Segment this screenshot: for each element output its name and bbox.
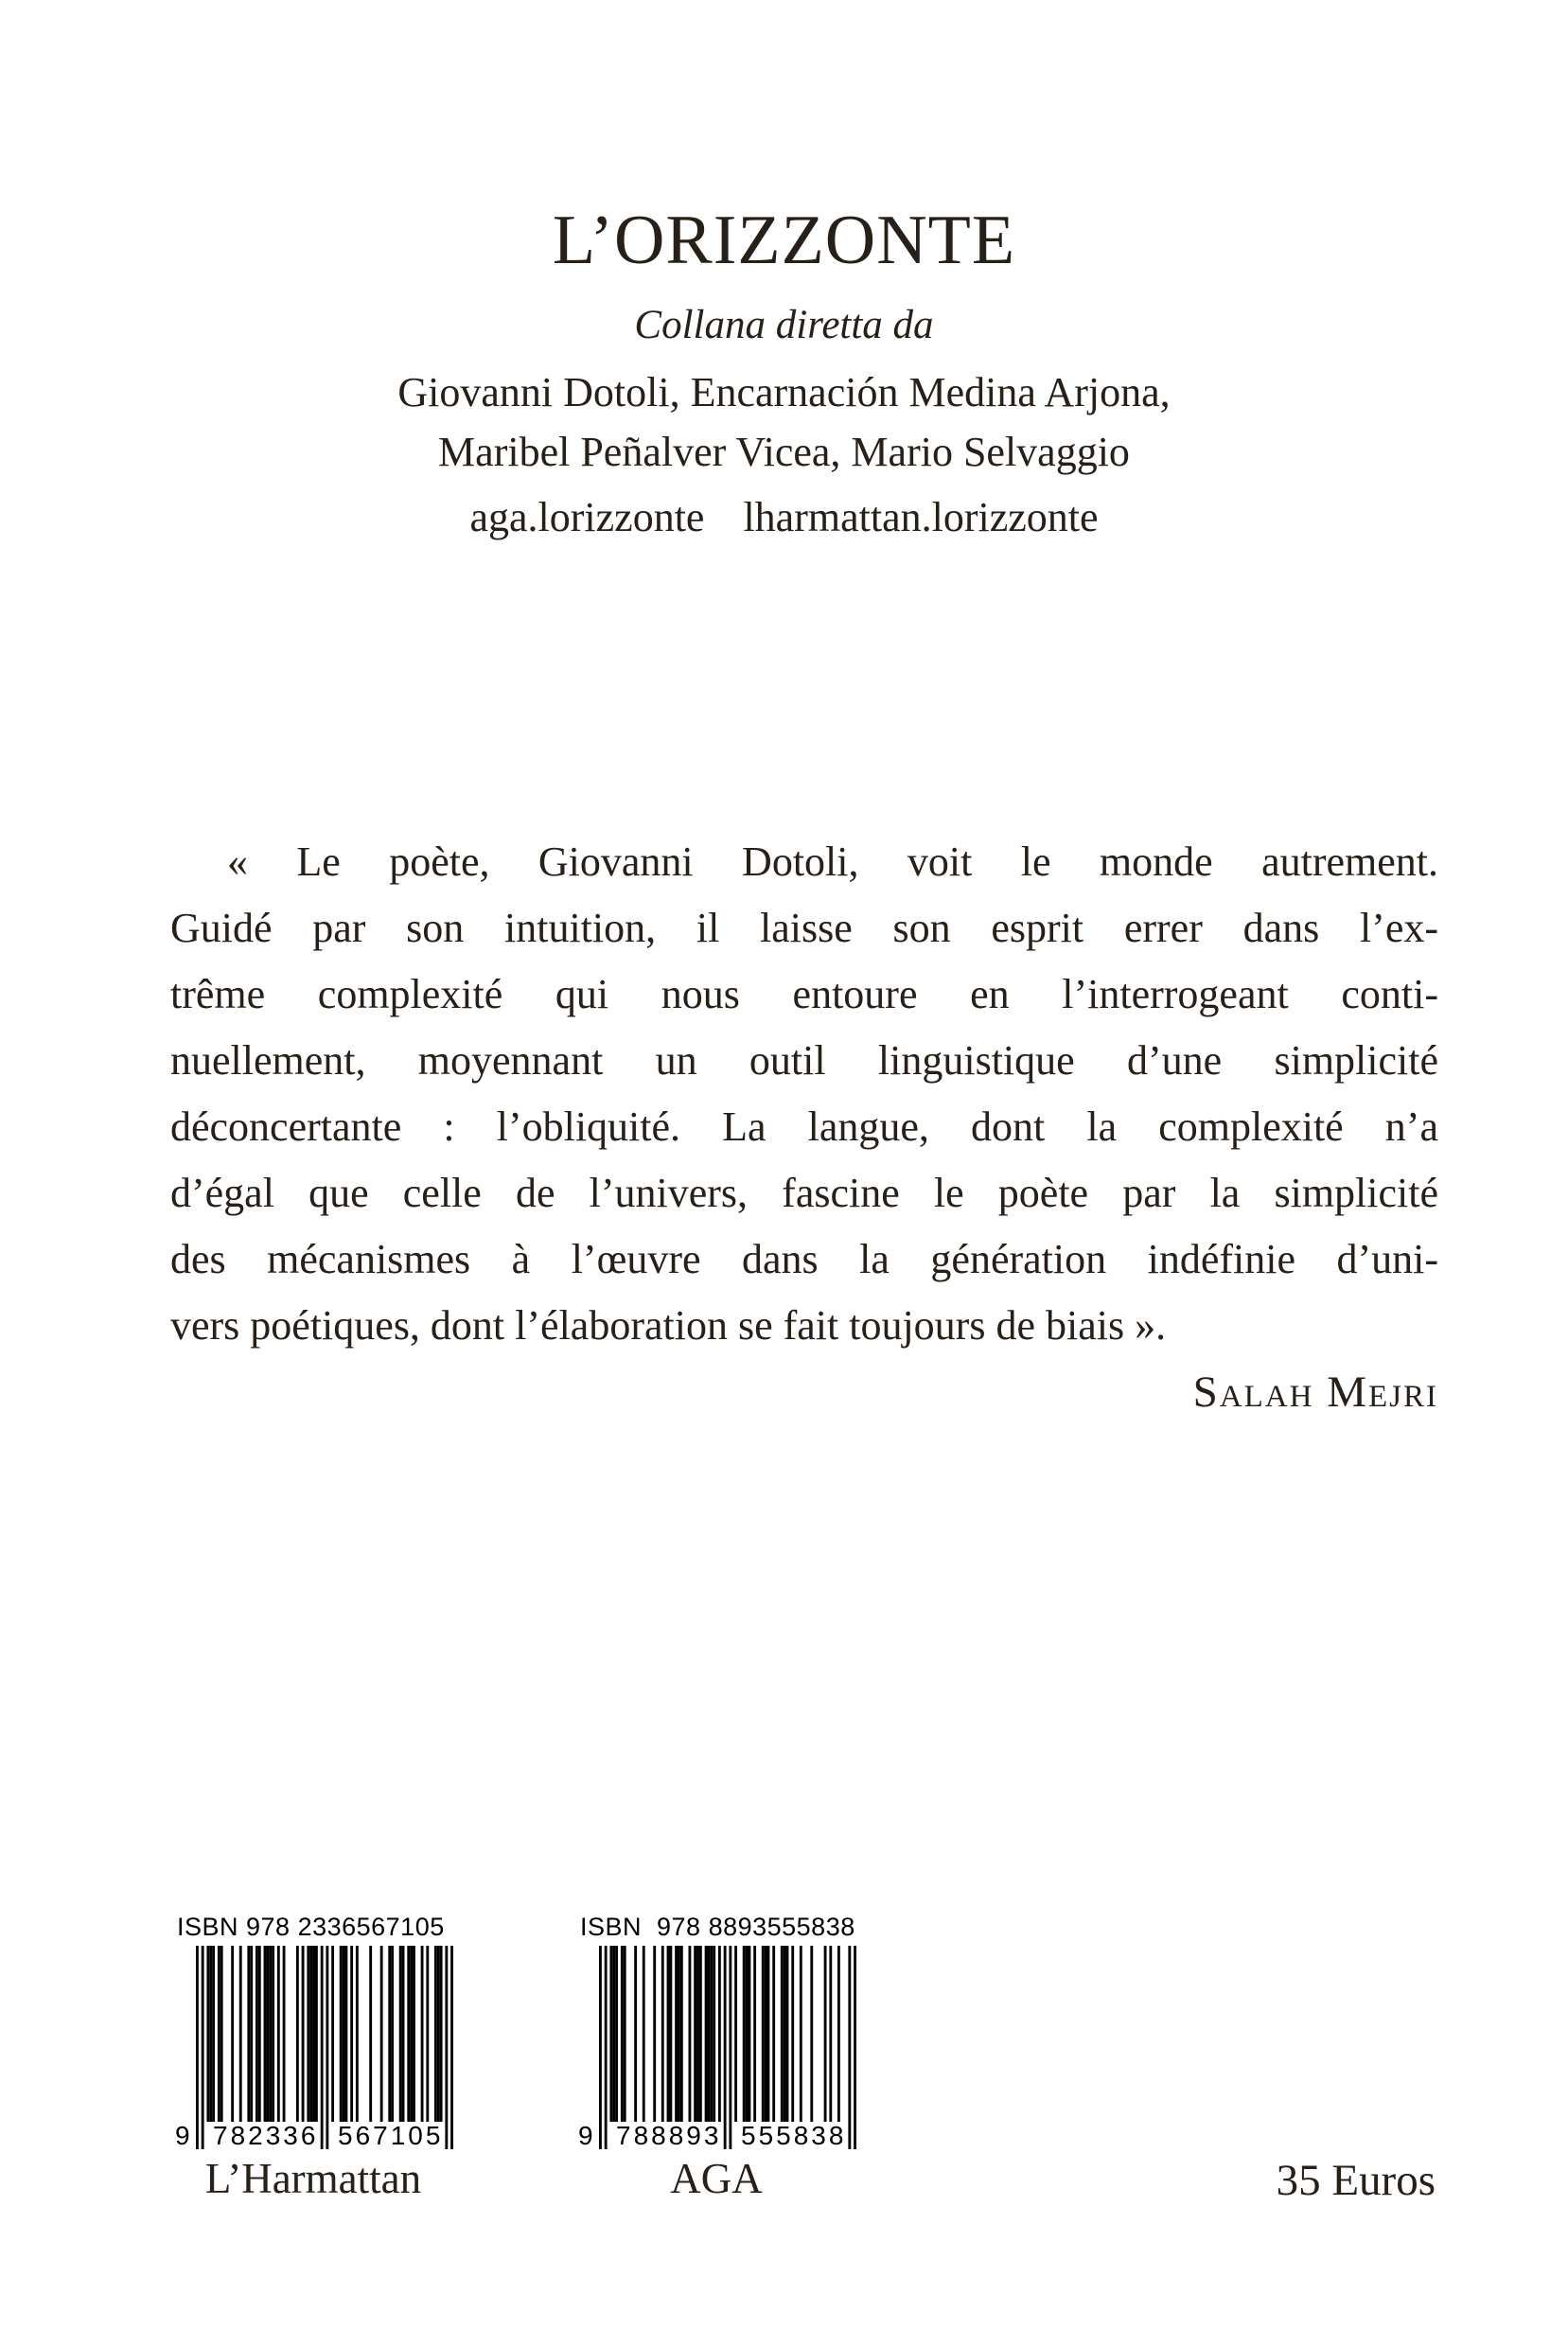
- ean-digit-group: 9: [175, 2121, 190, 2150]
- publisher-name-aga: AGA: [670, 2155, 763, 2202]
- quote-line: vers poétiques, dont l’élaboration se fait toujours de biais ».: [170, 1302, 1167, 1349]
- collection-title: L’ORIZZONTE: [552, 202, 1016, 279]
- quote-line: déconcertante : l’obliquité. La langue, dont la complexité n’a: [170, 1103, 1438, 1150]
- ean-digit-group: 788893: [616, 2121, 722, 2150]
- isbn-label: ISBN 978 8893555838: [580, 1913, 855, 1941]
- isbn-label: ISBN 978 2336567105: [177, 1913, 445, 1941]
- ean-digit-group: 782336: [213, 2121, 319, 2150]
- quote-attribution: Salah Mejri: [1192, 1368, 1438, 1417]
- ean13-barcode: [599, 1946, 856, 2149]
- ean-digit-group: 9: [578, 2121, 593, 2150]
- quote-line: des mécanismes à l’œuvre dans la génération indéfinie d’uni-: [170, 1236, 1438, 1282]
- quote-line: nuellement, moyennant un outil linguistique d’une simplicité: [170, 1037, 1438, 1084]
- imprint-aga-lorizzonte: aga.lorizzonte: [469, 494, 705, 540]
- barcode-block-aga: [576, 1912, 856, 2205]
- price: 35 Euros: [1276, 2156, 1436, 2205]
- collection-subtitle: Collana diretta da: [634, 303, 934, 347]
- ean-digits: [173, 2122, 453, 2150]
- quote-line: Guidé par son intuition, il laisse son esprit errer dans l’ex-: [170, 905, 1438, 951]
- review-quote: [170, 829, 1438, 1425]
- collection-directors: [0, 362, 1568, 482]
- publisher-name-lharmattan: L’Harmattan: [204, 2155, 422, 2202]
- ean-digit-group: 555838: [741, 2121, 847, 2150]
- barcode-block-lharmattan: [173, 1912, 453, 2205]
- imprint-lharmattan-lorizzonte: lharmattan.lorizzonte: [743, 494, 1099, 540]
- directors-line-2: Maribel Peñalver Vicea, Mario Selvaggio: [438, 429, 1130, 475]
- ean13-barcode: [196, 1946, 453, 2149]
- quote-line: « Le poète, Giovanni Dotoli, voit le monde autrement.: [227, 838, 1438, 885]
- quote-line: trême complexité qui nous entoure en l’interrogeant conti-: [170, 971, 1438, 1017]
- quote-line: d’égal que celle de l’univers, fascine le poète par la simplicité: [170, 1170, 1438, 1216]
- collection-imprints: [0, 493, 1568, 542]
- ean-digit-group: 567105: [338, 2121, 444, 2150]
- ean-digits: [576, 2122, 856, 2150]
- directors-line-1: Giovanni Dotoli, Encarnación Medina Arjona,: [397, 369, 1171, 415]
